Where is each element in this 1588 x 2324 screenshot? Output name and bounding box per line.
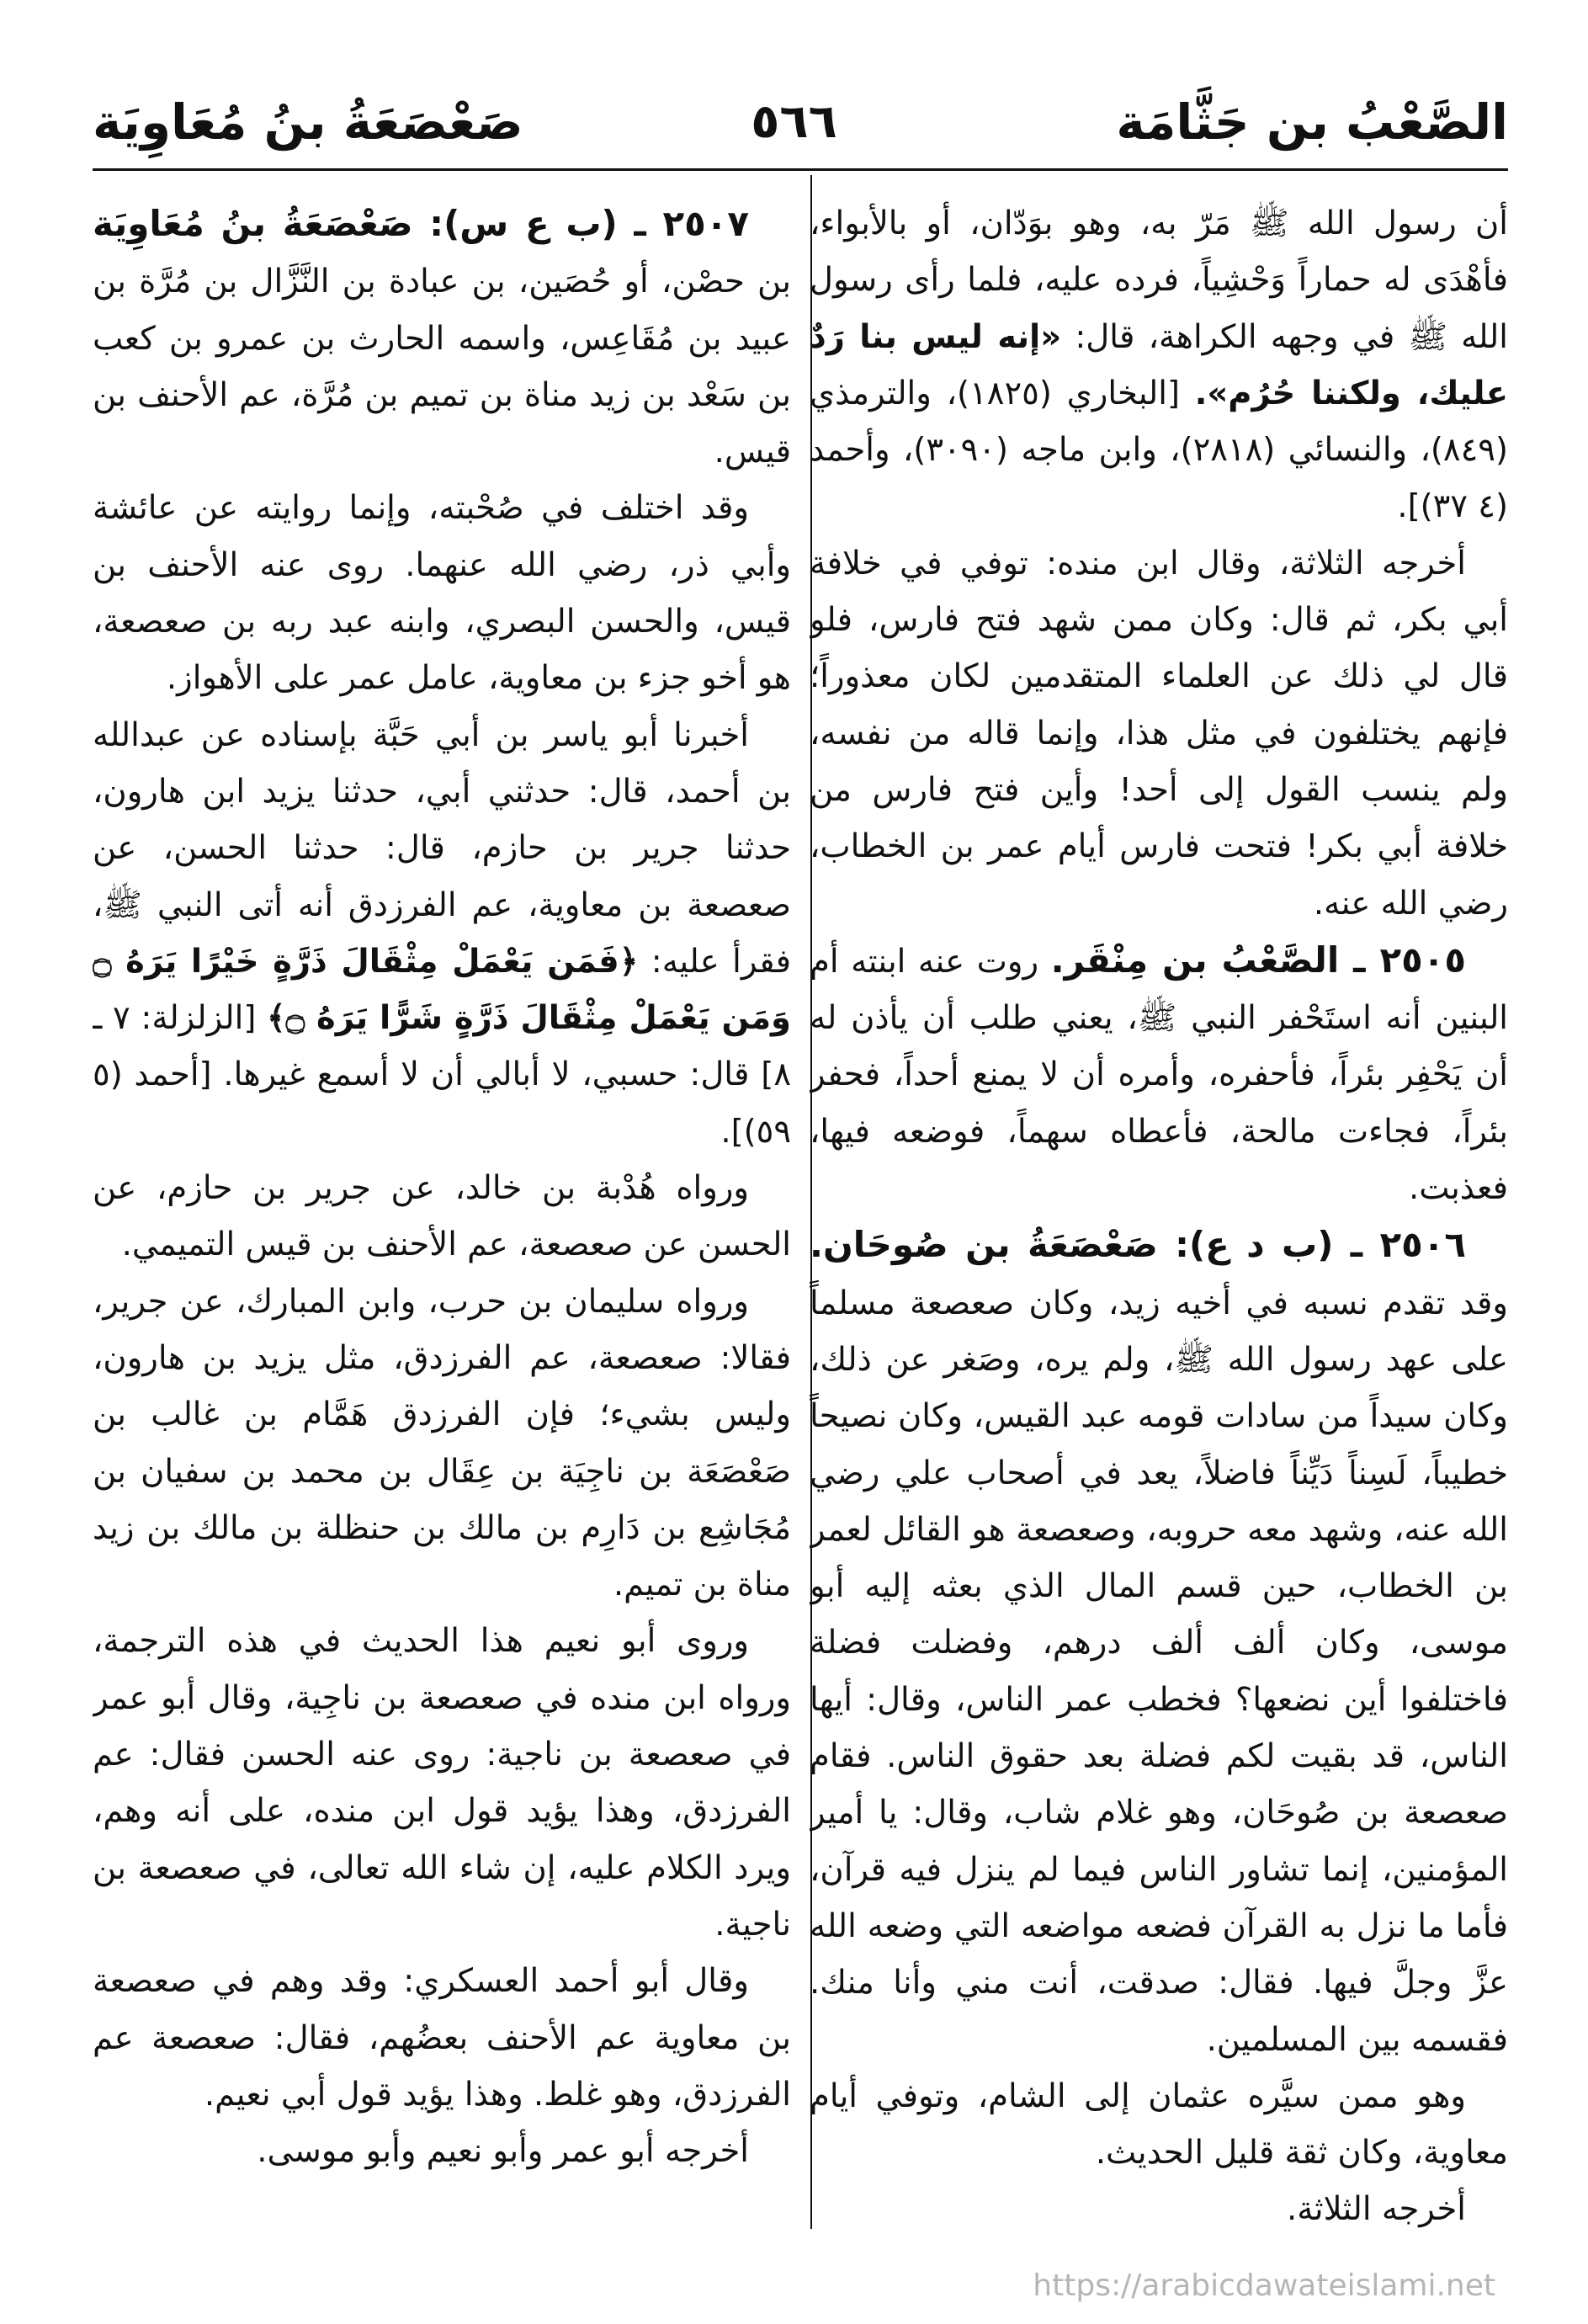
page-header: [0, 0, 1588, 160]
left-column: [93, 195, 791, 2232]
paragraph-text: أن رسول الله ﷺ مَرّ به، وهو بوَدّان، أو بالأبواء، فأهْدَى له حماراً وَحْشِياً، فرده عليه، فلما رأى رسول الله ﷺ في وجهه الكراهة، قال:: [810, 205, 1508, 356]
paragraph-text: أخبرنا أبو ياسر بن أبي حَبَّة بإسناده عن عبدالله بن أحمد، قال: حدثني أبي، حدثنا يزيد ابن هارون، حدثنا جرير بن حازم، قال: حدثنا الحسن، عن صعصعة بن معاوية، عم الفرزدق أنه أتى النبي ﷺ، فقرأ عليه:: [93, 715, 791, 981]
paragraph: أخرجه أبو عمر وأبو نعيم وأبو موسى.: [257, 2132, 749, 2171]
paragraph: [810, 195, 1508, 535]
entry-text: روت عنه ابنته أم البنين أنه استَحْفر النبي ﷺ، يعني طلب أن يأذن له أن يَحْفِر بئراً، فأحفره، وأمره أن لا يمنع أحداً، فحفر بئراً، فجاءت مالحة، فأعطاه سهماً، فوضعه فيها، فعذبت.: [810, 942, 1508, 1208]
running-title-left: صَعْصَعَةُ بنُ مُعَاوِيَة: [93, 93, 523, 151]
entry-2507: [93, 195, 791, 480]
entry-2505: [810, 932, 1508, 1216]
paragraph: أخرجه الثلاثة.: [1286, 2190, 1466, 2229]
paragraph: وقال أبو أحمد العسكري: وقد وهم في صعصعة بن معاوية عم الأحنف بعضُهم، فقال: صعصعة عم الفرزدق، وهو غلط. وهذا يؤيد قول أبي نعيم.: [93, 1962, 791, 2114]
paragraph: أخرجه الثلاثة، وقال ابن منده: توفي في خلافة أبي بكر، ثم قال: وكان ممن شهد فتح فارس، فلو قال لي ذلك عن العلماء المتقدمين لكان معذوراً؛ فإنهم يختلفون في مثل هذا، وإنما قاله من نفسه، ولم ينسب القول إلى أحد! وأين فتح فارس من خلافة أبي بكر! فتحت فارس أيام عمر بن الخطاب، رضي الله عنه.: [810, 544, 1508, 923]
page-number: ٥٦٦: [751, 94, 837, 149]
quran-verse: ﴿فَمَن يَعْمَلْ مِثْقَالَ ذَرَّةٍ خَيْرًا يَرَهُ ۝ وَمَن يَعْمَلْ مِثْقَالَ ذَرَّةٍ شَرًّا يَرَهُ ۝﴾: [93, 942, 791, 1038]
entry-heading: ٢٥٠٦ ـ (ب د ع): صَعْصَعَةُ بن صُوحَان.: [810, 1224, 1466, 1266]
entry-text: وقد تقدم نسبه في أخيه زيد، وكان صعصعة مسلماً على عهد رسول الله ﷺ، ولم يره، وصَغر عن ذلك، وكان سيداً من سادات قومه عبد القيس، وكان نصيحاً خطيباً، لَسِناً دَيِّناً فاضلاً، يعد في أصحاب علي رضي الله عنه، وشهد معه حروبه، وصعصعة هو القائل لعمر بن الخطاب، حين قسم المال الذي بعثه إليه أبو موسى، وكان ألف ألف درهم، وفضلت فضلة فاختلفوا أين نضعها؟ فخطب عمر الناس، وقال: أيها الناس، قد بقيت لكم فضلة بعد حقوق الناس. فقام صعصعة بن صُوحَان، وهو غلام شاب، وقال: يا أمير المؤمنين، إنما تشاور الناس فيما لم ينزل فيه قرآن، فأما ما نزل به القرآن فضعه مواضعه التي وضعه الله عزَّ وجلَّ فيها. فقال: صدقت، أنت مني وأنا منك. فقسمه بين المسلمين.: [810, 1284, 1508, 2059]
entry-heading: ٢٥٠٧ ـ (ب ع س): صَعْصَعَةُ بنُ مُعَاوِيَة: [93, 203, 749, 244]
entry-text: بن حصْن، أو حُصَين، بن عبادة بن النَّزَّال بن مُرَّة بن عبيد بن مُقَاعِس، واسمه الحارث بن عمرو بن كعب بن سَعْد بن زيد مناة بن تميم بن مُرَّة، عم الأحنف بن قيس.: [93, 263, 791, 471]
watermark-url: https://arabicdawateislami.net: [1033, 2268, 1495, 2303]
hadith-quote: «إنه ليس بنا رَدٌ عليك، ولكننا حُرُم».: [810, 317, 1508, 412]
reference: [الزلزلة: ٧ ـ ٨] قال: حسبي، لا أبالي أن لا أسمع غيرها. [أحمد (٥ ٥٩)].: [93, 999, 791, 1151]
running-title-right: الصَّعْبُ بن جَثَّامَة: [1116, 93, 1508, 151]
paragraph: ورواه سليمان بن حرب، وابن المبارك، عن جرير، فقالا: صعصعة، عم الفرزدق، مثل يزيد بن هارون، وليس بشيء؛ فإن الفرزدق هَمَّام بن غالب بن صَعْصَعَة بن ناجِيَة بن عِقَال بن محمد بن سفيان بن مُجَاشِع بن دَارِم بن مالك بن حنظلة بن مالك بن زيد مناة بن تميم.: [93, 1282, 791, 1604]
entry-2506: [810, 1216, 1508, 2067]
paragraph: وهو ممن سيَّره عثمان إلى الشام، وتوفي أيام معاوية، وكان ثقة قليل الحديث.: [810, 2077, 1508, 2172]
entry-heading: ٢٥٠٥ ـ الصَّعْبُ بن مِنْقَر.: [1050, 939, 1466, 981]
right-column: [810, 195, 1508, 2232]
paragraph: [93, 707, 791, 1160]
paragraph: ورواه هُدْبة بن خالد، عن جرير بن حازم، عن الحسن عن صعصعة، عم الأحنف بن قيس التميمي.: [93, 1169, 791, 1264]
paragraph: وقد اختلف في صُحْبته، وإنما روايته عن عائشة وأبي ذر، رضي الله عنهما. روى عنه الأحنف بن قيس، والحسن البصري، وابنه عبد ربه بن صعصعة، هو أخو جزء بن معاوية، عامل عمر على الأهواز.: [93, 489, 791, 698]
reference: [البخاري (١٨٢٥)، والترمذي (٨٤٩)، والنسائي (٢٨١٨)، وابن ماجه (٣٠٩٠)، وأحمد (٤ ٣٧)].: [810, 374, 1508, 526]
paragraph: وروى أبو نعيم هذا الحديث في هذه الترجمة، ورواه ابن منده في صعصعة بن ناجِية، وقال أبو عمر في صعصعة بن ناجية: روى عنه الحسن فقال: عم الفرزدق، وهذا يؤيد قول ابن منده، على أنه وهم، ويرد الكلام عليه، إن شاء الله تعالى، في صعصعة بن ناجية.: [93, 1622, 791, 1944]
header-rule: [93, 168, 1508, 171]
